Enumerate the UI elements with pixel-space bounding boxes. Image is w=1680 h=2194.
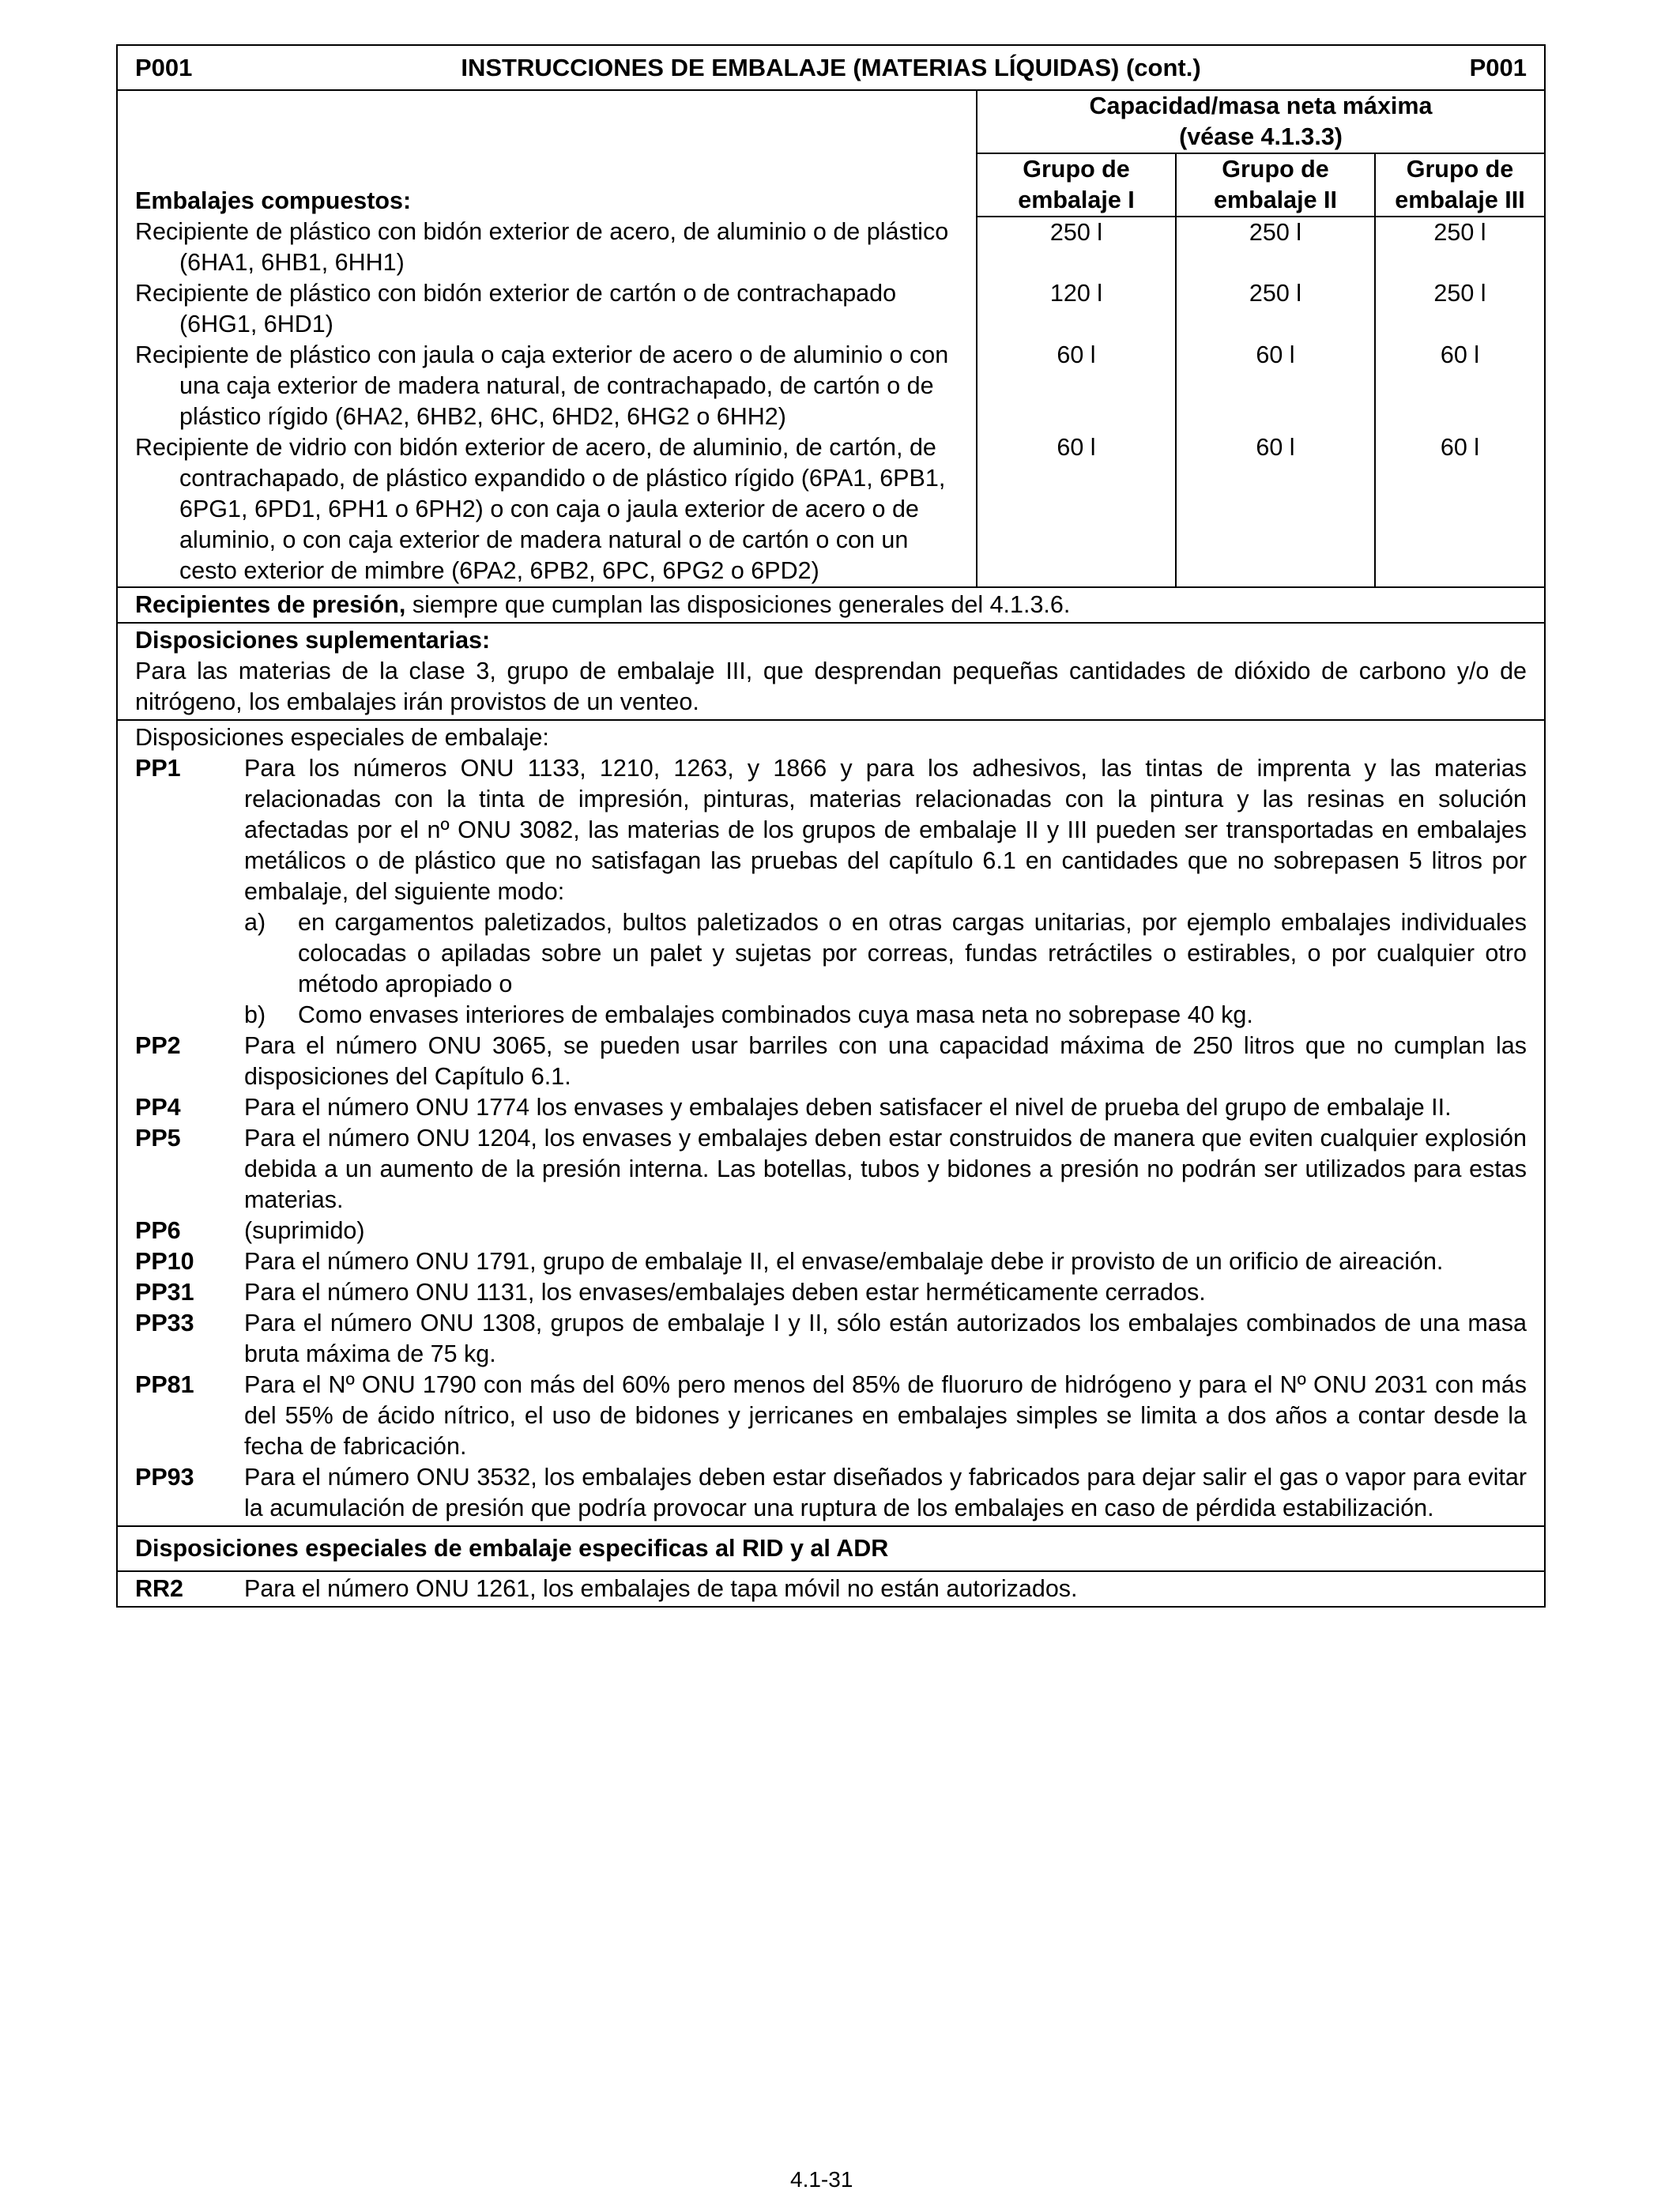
provision-text: Para el número ONU 1131, los envases/embalajes deben estar herméticamente cerrados. <box>244 1279 1206 1306</box>
title-row <box>118 46 1544 91</box>
provision-code: PP10 <box>135 1248 194 1275</box>
provision-text: Para los números ONU 1133, 1210, 1263, y 1866 y para los adhesivos, las tintas de imprenta y las materias relacionadas con la tinta de impresión, pinturas, materias relacionadas con la pintura y las resinas en solución afectadas por el nº ONU 3082, las materias de los grupos de embalaje II y III pueden ser transportadas en embalajes metálicos o de plástico que no satisfagan las pruebas del capítulo 6.1 en cantidades que no sobrepasen 5 litros por embalaje, del siguiente modo: a) en cargamentos paletizados, bultos paletizados o en otras cargas unitarias, por ejemplo embalajes individuales colocadas o apiladas sobre un palet y sujetas por correas, fundas retráctiles o estirables, o por cualquier otro método apropiado o b) Como envases interiores de embalajes combinados cuya masa neta no sobrepase 40 kg. <box>244 753 1527 1031</box>
provision-text: Para el número ONU 3065, se pueden usar barriles con una capacidad máxima de 250 litros que no cumplan las disposiciones del Capítulo 6.1. <box>244 1032 1527 1090</box>
provision-item <box>135 1123 1527 1216</box>
provision-item <box>135 1462 1527 1524</box>
sub-text: en cargamentos paletizados, bultos paletizados o en otras cargas unitarias, por ejemplo embalajes individuales colocadas o apiladas sobre un palet y sujetas por correas, fundas retráctiles o estirables, o por cualquier otro método apropiado o <box>298 909 1527 997</box>
provision-code: PP5 <box>135 1125 181 1152</box>
group-header-2: Grupo de embalaje II <box>1176 153 1375 217</box>
provision-text: Para el número ONU 1308, grupos de embalaje I y II, sólo están autorizados los embalajes combinados de una masa bruta máxima de 75 kg. <box>244 1310 1527 1367</box>
capacity-header: Capacidad/masa neta máxima (véase 4.1.3.3) <box>977 91 1544 153</box>
provision-code: PP93 <box>135 1464 194 1491</box>
provision-code: PP1 <box>135 755 181 782</box>
provision-item <box>135 1031 1527 1092</box>
provision-item <box>135 1574 1527 1604</box>
group-header-1: Grupo de embalaje I <box>977 153 1176 217</box>
provision-item <box>135 1277 1527 1308</box>
provision-text: (suprimido) <box>244 1217 365 1244</box>
code-left: P001 <box>135 54 193 81</box>
table-row: Recipiente de vidrio con bidón exterior de acero, de aluminio, de cartón, de contrachapado, de plástico expandido o de plástico rígido (6PA1, 6PB1, 6PG1, 6PD1, 6PH1 o 6PH2) o con caja o jaula exterior de acero o de aluminio, o con caja exterior de madera natural o de cartón o con un cesto exterior de mimbre (6PA2, 6PB2, 6PC, 6PG2 o 6PD2) 60 l 60 l 60 l <box>118 432 1544 586</box>
composite-packaging-table <box>118 91 1544 586</box>
table-row: Recipiente de plástico con bidón exterior de acero, de aluminio o de plástico (6HA1, 6HB1, 6HH1) 250 l 250 l 250 l <box>118 217 1544 278</box>
rid-adr-provisions <box>118 1570 1544 1606</box>
supplementary-text: Para las materias de la clase 3, grupo de embalaje III, que desprendan pequeñas cantidades de dióxido de carbono y/o de nitrógeno, los embalajes irán provistos de un venteo. <box>135 658 1527 715</box>
table-row: Recipiente de plástico con jaula o caja exterior de acero o de aluminio o con una caja exterior de madera natural, de contrachapado, de cartón o de plástico rígido (6HA2, 6HB2, 6HC, 6HD2, 6HG2 o 6HH2) 60 l 60 l 60 l <box>118 340 1544 432</box>
special-provisions <box>118 719 1544 1525</box>
provision-item <box>135 753 1527 1031</box>
sub-provision <box>244 907 1527 1000</box>
table-row: Recipiente de plástico con bidón exterior de cartón o de contrachapado (6HG1, 6HD1) 120 l 250 l 250 l <box>118 278 1544 340</box>
provision-text: Para el número ONU 1774 los envases y embalajes deben satisfacer el nivel de prueba del grupo de embalaje II. <box>244 1094 1452 1121</box>
pressure-receptacles: Recipientes de presión, siempre que cumplan las disposiciones generales del 4.1.3.6. <box>118 586 1544 622</box>
provision-item <box>135 1092 1527 1123</box>
code-right: P001 <box>1469 54 1527 81</box>
provision-text: Para el número ONU 1261, los embalajes de tapa móvil no están autorizados. <box>244 1575 1078 1602</box>
provision-text: Para el Nº ONU 1790 con más del 60% pero menos del 85% de fluoruro de hidrógeno y para el Nº ONU 2031 con más del 55% de ácido nítrico, el uso de bidones y jerricanes en embalajes simples se limita a dos años a contar desde la fecha de fabricación. <box>244 1371 1527 1460</box>
provision-code: PP33 <box>135 1310 194 1336</box>
provision-code: PP31 <box>135 1279 194 1306</box>
supplementary-provisions <box>118 622 1544 719</box>
provision-code: PP6 <box>135 1217 181 1244</box>
sub-letter: a) <box>244 909 266 936</box>
page-title: INSTRUCCIONES DE EMBALAJE (MATERIAS LÍQUIDAS) (cont.) <box>461 54 1201 81</box>
sub-text: Como envases interiores de embalajes combinados cuya masa neta no sobrepase 40 kg. <box>298 1001 1253 1028</box>
special-title: Disposiciones especiales de embalaje: <box>135 724 549 751</box>
packing-instruction-box <box>116 44 1546 1608</box>
provision-code: PP81 <box>135 1371 194 1398</box>
composite-label: Embalajes compuestos: <box>135 187 412 214</box>
provision-text: Para el número ONU 1204, los envases y embalajes deben estar construidos de manera que eviten cualquier explosión debida a un aumento de la presión interna. Las botellas, tubos y bidones a presión no podrán ser utilizados para estas materias. <box>244 1125 1527 1213</box>
provision-code: PP4 <box>135 1094 181 1121</box>
group-header-3: Grupo de embalaje III <box>1375 153 1544 217</box>
sub-letter: b) <box>244 1001 266 1028</box>
provision-code: RR2 <box>135 1575 184 1602</box>
provision-code: PP2 <box>135 1032 181 1059</box>
page-number: 4.1-31 <box>790 2167 853 2192</box>
provision-text: Para el número ONU 1791, grupo de embalaje II, el envase/embalaje debe ir provisto de un orificio de aireación. <box>244 1248 1444 1275</box>
provision-item <box>135 1370 1527 1462</box>
provision-item <box>135 1246 1527 1277</box>
supplementary-title: Disposiciones suplementarias: <box>135 627 491 654</box>
provision-item <box>135 1308 1527 1370</box>
sub-provision <box>244 1000 1527 1031</box>
rid-adr-title: Disposiciones especiales de embalaje especificas al RID y al ADR <box>118 1525 1544 1570</box>
provision-item <box>135 1216 1527 1246</box>
provision-text: Para el número ONU 3532, los embalajes deben estar diseñados y fabricados para dejar salir el gas o vapor para evitar la acumulación de presión que podría provocar una ruptura de los embalajes en caso de pérdida estabilización. <box>244 1464 1527 1521</box>
